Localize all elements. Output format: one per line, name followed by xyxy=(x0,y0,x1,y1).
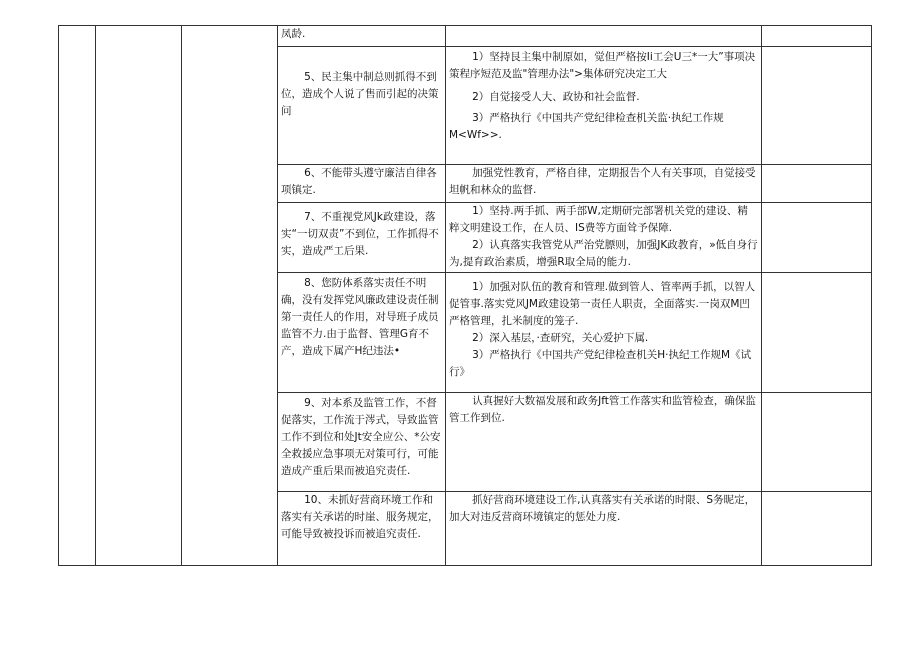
remark-cell xyxy=(762,393,872,492)
risk-text: 6、不能带头遵守廉洁自律各项镇定. xyxy=(281,167,437,196)
measure-cell xyxy=(446,393,762,492)
remark-cell xyxy=(762,165,872,203)
risk-cell xyxy=(278,273,446,393)
measure-item: 1）坚持.两手抓、两手部W,定期研完部署机关党的建设、精粹文明建设工作，在人员、IS费等方面耸予保障. xyxy=(449,205,748,234)
remark-cell xyxy=(762,273,872,393)
remark-cell xyxy=(762,26,872,47)
measure-item: 1）加强对队伍的教育和管理.做到管人、管率两手抓，以智人促管事.落实党风JM政建设第一责任人职责，全面落实.一岗双M凹严格管理，扎米制度的笼子. xyxy=(449,281,756,327)
risk-text: 10、未抓好营商环境工作和落实有关承诺的时崖、服务规定，可能导致被投诉而被追究责任. xyxy=(281,494,439,540)
measure-item: 3）严格执行《中国共产党纪律检查机关监·执纪工作规M<Wf>>. xyxy=(449,112,724,141)
measure-item: 1）坚持艮主集中制原如，觉但严格按Ii工会U三*一大”事项决策程序短范及监"管理办法">集体研究决定工大 xyxy=(449,51,756,80)
remark-cell xyxy=(762,203,872,273)
responsibility-table xyxy=(58,25,872,566)
measure-item: 2）深入基层，·查研究，关心爱护下属. xyxy=(472,332,649,344)
measure-item: 2）自觉接受人大、政协和社会监督. xyxy=(472,91,640,103)
measure-item: 加强党性教育，严格自律，定期报告个人有关事项，自觉接受坦帆和林众的监督. xyxy=(449,167,756,196)
risk-cell xyxy=(278,47,446,165)
index-column xyxy=(59,26,96,566)
remark-cell xyxy=(762,492,872,566)
risk-cell xyxy=(278,165,446,203)
measure-item: 2）认真落实我管党从严治党膘则，加强JK政教育，»低自身行为,提育政治素质，增强R取全局的能力. xyxy=(449,239,758,268)
measure-cell xyxy=(446,165,762,203)
risk-text: 9、对本系及监管工作，不督促落实，工作流于涔式，导致监管工作不到位和处Jt安全应公、*公安全救援应急事项无对策可行，可能造成产重后果而被追究责任. xyxy=(281,397,441,477)
category-column xyxy=(96,26,182,566)
table-row xyxy=(59,26,872,47)
risk-cell xyxy=(278,492,446,566)
measure-cell xyxy=(446,273,762,393)
post-column xyxy=(182,26,278,566)
risk-cell xyxy=(278,26,446,47)
risk-cell xyxy=(278,393,446,492)
measure-item: 3）严格执行《中国共产党纪律检查机关H·执纪工作规M《试行》 xyxy=(449,349,752,378)
measure-cell xyxy=(446,492,762,566)
risk-text: 8、您防体系落实责任不明确，没有发挥党风廉政建设责任制第一责任人的作用，对导班子成员监管不力.由于监督、管理G育不产，造成下属产H纪违法• xyxy=(281,277,439,357)
measure-cell xyxy=(446,47,762,165)
remark-cell xyxy=(762,47,872,165)
measure-cell xyxy=(446,203,762,273)
risk-text: 5、民主集中制总则抓得不到位，造成个人说了售而引起的决策问 xyxy=(281,71,439,117)
risk-text: 7、不重视党风Jk政建设，落实“一切双责”不到位，工作抓得不实，造成严工后果. xyxy=(281,211,439,257)
risk-text: 凤龄. xyxy=(281,28,306,40)
measure-item: 抓好营商环境建设工作,认真落实有关承诺的时限、S务昵定，加大对违反营商环境镇定的惩处力度. xyxy=(449,494,756,523)
risk-cell xyxy=(278,203,446,273)
measure-cell xyxy=(446,26,762,47)
measure-item: 认真握好大数福发展和政务Jft管工作落实和监管检查，确保监管工作到位. xyxy=(449,395,756,424)
